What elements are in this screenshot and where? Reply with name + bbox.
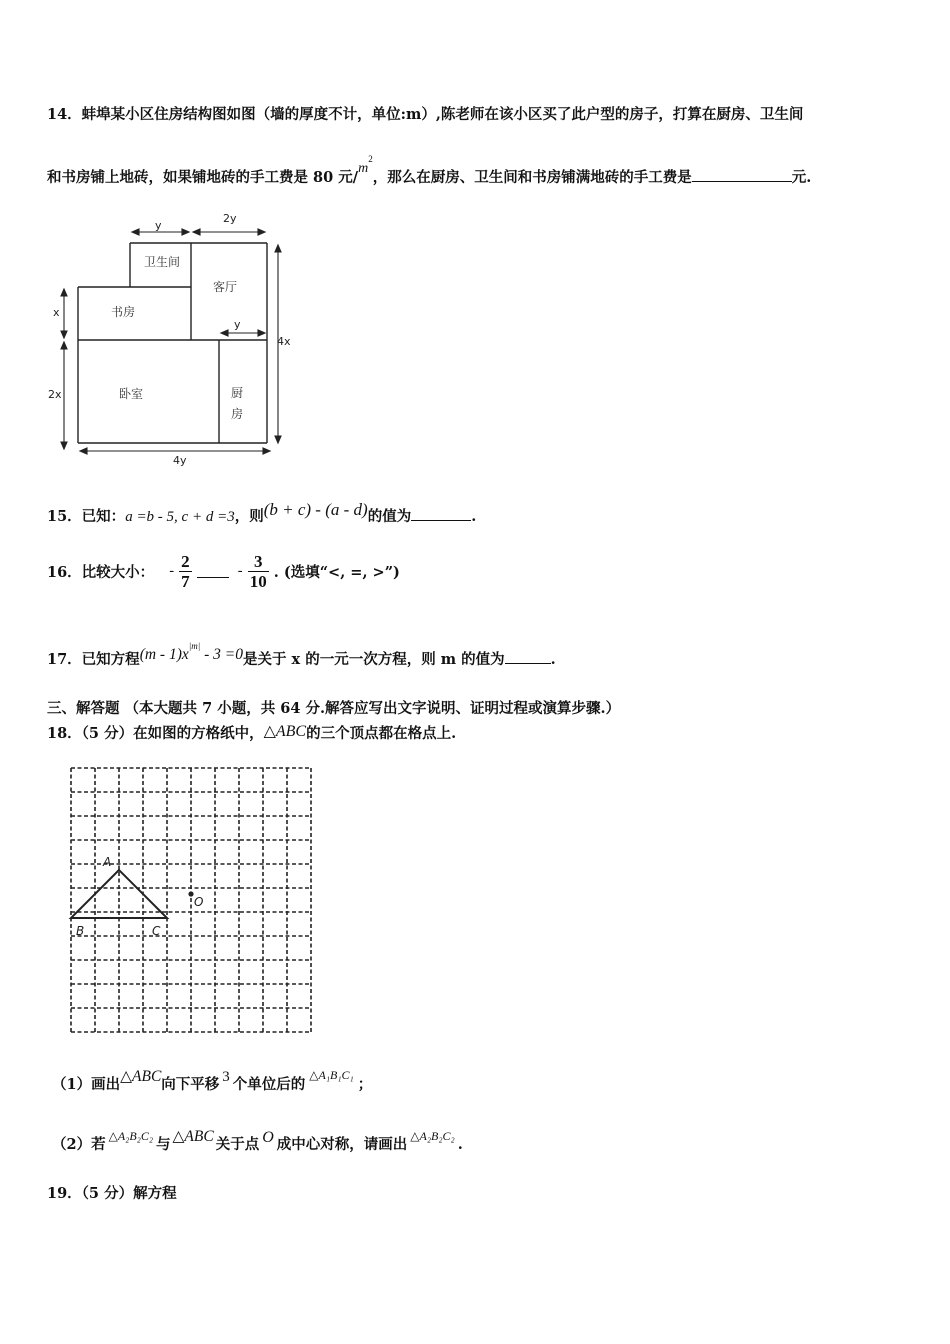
- q14-line1: 14．蚌埠某小区住房结构图如图（墙的厚度不计，单位:m）,陈老师在该小区买了此户型的房子，打算在厨房、卫生间: [47, 106, 804, 123]
- fraction-2-7-num: 2: [181, 552, 190, 571]
- q15-expression: (b + c) - (a - d): [263, 500, 368, 519]
- q16-suffix: . (选填“<, =, >”): [273, 564, 400, 581]
- q18-p1-units: 3: [222, 1069, 230, 1085]
- q15-suffix: 的值为: [367, 508, 412, 525]
- q18: [47, 722, 456, 743]
- fraction-3-10-den: 10: [249, 572, 267, 591]
- q18-p1-triangle-a1b1c1: △A₁B₁C₁: [309, 1068, 354, 1082]
- q18-prefix: 18．（5 分）在如图的方格纸中，: [47, 725, 264, 742]
- q15-answer-blank[interactable]: [411, 508, 471, 521]
- q18-triangle: △ABC: [263, 723, 307, 740]
- room-bathroom: 卫生间: [144, 255, 181, 269]
- q18-p1-triangle: △ABC: [120, 1068, 162, 1085]
- q16-sign-1: -: [169, 563, 175, 579]
- dim-left-2x: 2x: [48, 388, 62, 401]
- dim-right-4x: 4x: [277, 335, 291, 348]
- section-3-heading: 三、解答题 （本大题共 7 小题，共 64 分.解答应写出文字说明、证明过程或演算步骤.）: [47, 700, 621, 717]
- q18-p1-b: 向下平移: [161, 1076, 220, 1093]
- q17: [47, 641, 556, 669]
- dim-left-x: x: [53, 306, 60, 319]
- q18-p2-c: 关于点: [215, 1136, 260, 1153]
- room-kitchen-1: 厨: [231, 386, 244, 400]
- q17-eq-a: (m - 1)x: [139, 646, 189, 663]
- room-living: 客厅: [213, 280, 238, 294]
- floor-plan-figure: [40, 205, 310, 470]
- q14-line2-middle: ，那么在厨房、卫生间和书房铺满地砖的手工费是: [372, 169, 692, 186]
- q15: [47, 500, 477, 526]
- q18-p2-triangle-a2b2c2: △A₂B₂C₂: [108, 1129, 154, 1143]
- dim-top-y: y: [155, 219, 162, 232]
- q14-line2: [47, 154, 812, 187]
- q17-eq-sup: |m|: [188, 641, 201, 652]
- q14-line2-start: 和书房铺上地砖，如果铺地砖的手工费是 80 元/: [47, 169, 359, 186]
- q16-prefix: 16．比较大小：: [47, 564, 155, 581]
- q18-p2-b: 与: [156, 1136, 171, 1153]
- q18-p1-c: 个单位后的: [232, 1076, 306, 1093]
- q16-answer-blank[interactable]: [197, 565, 229, 578]
- label-c: C: [152, 924, 161, 938]
- q14-answer-blank[interactable]: [692, 169, 792, 182]
- q15-then: ，则: [234, 508, 264, 525]
- q15-end: .: [471, 508, 477, 525]
- fraction-3-10: [248, 552, 269, 591]
- q15-prefix: 15．已知：: [47, 508, 126, 525]
- fraction-2-7-den: 7: [181, 572, 190, 591]
- q16-sign-2: -: [237, 563, 243, 579]
- dim-top-2y: 2y: [223, 212, 237, 225]
- q18-p2-triangle-a2b2c2-end: △A₂B₂C₂: [410, 1129, 455, 1143]
- q18-p2-triangle-abc: △ABC: [172, 1128, 214, 1145]
- q18-p2-point-o: O: [262, 1129, 274, 1146]
- grid-figure: [60, 758, 330, 1038]
- q18-p2-a: （2）若: [52, 1136, 106, 1153]
- q17-suffix: 是关于 x 的一元一次方程，则 m 的值为: [242, 651, 505, 668]
- unit-m: m: [358, 161, 369, 176]
- q18-p1-end: ；: [357, 1076, 373, 1093]
- label-b: B: [76, 924, 85, 938]
- q17-answer-blank[interactable]: [505, 651, 551, 664]
- q17-end: .: [550, 651, 556, 668]
- grid-lines: [71, 768, 311, 1032]
- q18-p1-a: （1）画出: [52, 1076, 121, 1093]
- q14-line2-end: 元.: [791, 169, 812, 186]
- q18-suffix: 的三个顶点都在格点上.: [306, 725, 457, 742]
- q19: 19．（5 分）解方程: [47, 1185, 177, 1202]
- q17-eq-b: - 3 =0: [200, 646, 243, 663]
- q18-p2-end: .: [457, 1136, 463, 1153]
- label-a: A: [103, 855, 112, 869]
- dim-bottom-4y: 4y: [173, 454, 187, 467]
- room-kitchen-2: 房: [231, 407, 244, 421]
- room-bedroom: 卧室: [119, 387, 144, 401]
- label-o: O: [194, 895, 204, 909]
- point-o: [188, 891, 193, 896]
- q17-prefix: 17．已知方程: [47, 651, 140, 668]
- dim-inner-y: y: [234, 318, 241, 331]
- fraction-3-10-num: 3: [248, 552, 269, 572]
- q15-condition: a =b - 5, c + d =3: [125, 509, 235, 525]
- unit-exp: 2: [368, 154, 373, 165]
- room-study: 书房: [111, 305, 136, 319]
- q16: [47, 552, 400, 602]
- q18-part2: [52, 1128, 463, 1154]
- q18-part1: [52, 1068, 373, 1094]
- q18-p2-d: 成中心对称，请画出: [276, 1136, 408, 1153]
- fraction-2-7: [179, 552, 192, 591]
